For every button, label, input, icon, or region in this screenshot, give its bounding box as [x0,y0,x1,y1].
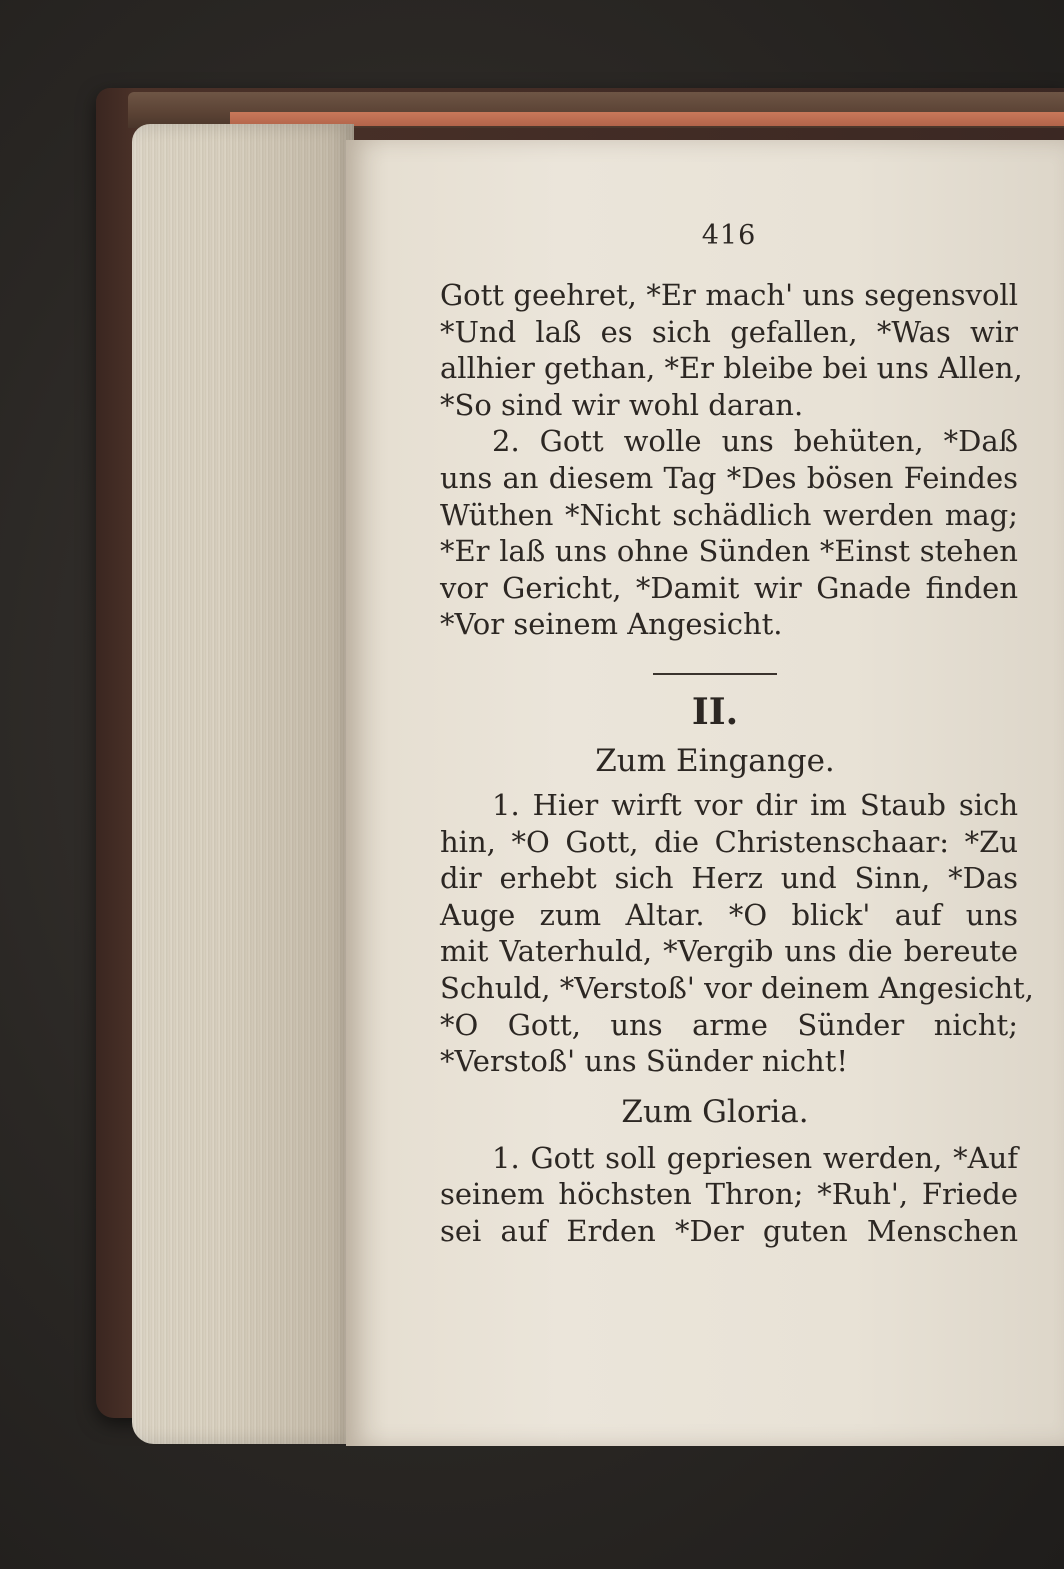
page-text-area [440,220,1034,1249]
text-line: 2. Gott wolle uns behüten, *Daß [492,424,1018,459]
section-number: II. [691,690,739,733]
text-line: hin, *O Gott, die Christenschaar: *Zu [440,824,1018,859]
text-line: sei auf Erden *Der guten Menschen [440,1213,1018,1248]
heading-eingange: Zum Eingange. [595,742,835,779]
verse-block-eingange [440,787,1034,1080]
verse-block-gloria [440,1140,1018,1250]
page-number: 416 [701,220,757,251]
text-line: *Verstoß' uns Sünder nicht! [440,1044,849,1079]
verse-block-top [440,277,1023,643]
section-divider [653,673,777,675]
book-page [346,140,1064,1446]
text-line: 1. Hier wirft vor dir im Staub sich [492,787,1018,822]
text-line: *Vor seinem Angesicht. [440,607,783,642]
text-line: *Er laß uns ohne Sünden *Einst stehen [440,534,1018,569]
text-line: Wüthen *Nicht schädlich werden mag; [440,497,1018,532]
text-line: seinem höchsten Thron; *Ruh', Friede [440,1177,1018,1212]
text-line: Auge zum Altar. *O blick' auf uns [440,897,1018,932]
text-line: mit Vaterhuld, *Vergib uns die bereute [440,934,1018,969]
text-line: *So sind wir wohl daran. [440,387,804,422]
text-line: Gott geehret, *Er mach' uns segensvoll [440,278,1018,312]
text-line: 1. Gott soll gepriesen werden, *Auf [492,1140,1018,1175]
text-line: *Und laß es sich gefallen, *Was wir [440,314,1018,349]
page-stack-shade [132,124,354,1444]
heading-gloria: Zum Gloria. [621,1093,809,1130]
page-edge-red [230,112,1064,126]
text-line: allhier gethan, *Er bleibe bei uns Allen, [440,351,1023,386]
text-line: uns an diesem Tag *Des bösen Feindes [440,460,1018,495]
text-line: *O Gott, uns arme Sünder nicht; [440,1007,1018,1042]
text-line: Schuld, *Verstoß' vor deinem Angesicht, [440,970,1034,1005]
text-line: dir erhebt sich Herz und Sinn, *Das [440,861,1018,896]
text-line: vor Gericht, *Damit wir Gnade finden [440,570,1018,605]
